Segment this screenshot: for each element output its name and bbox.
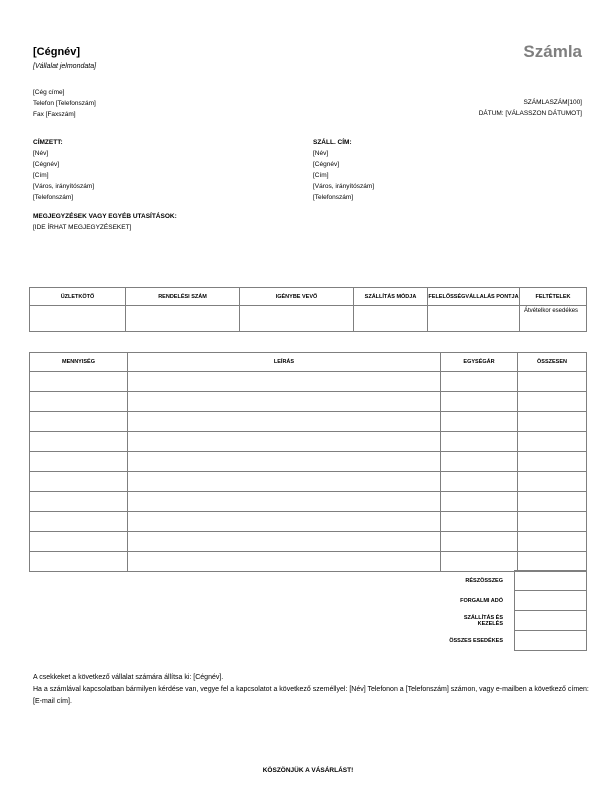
col-order-number: RENDELÉSI SZÁM <box>126 288 240 306</box>
notes-block <box>33 211 177 233</box>
ship-to-line: [Név] <box>313 150 329 157</box>
cell[interactable] <box>30 372 128 392</box>
cell[interactable] <box>441 492 518 512</box>
cell[interactable] <box>128 412 441 432</box>
cell[interactable] <box>30 432 128 452</box>
cell[interactable] <box>128 532 441 552</box>
col-total: ÖSSZESEN <box>518 353 587 372</box>
cell[interactable] <box>128 552 441 572</box>
table-row <box>30 392 587 412</box>
cell[interactable] <box>30 512 128 532</box>
subtotal-value[interactable] <box>515 571 587 591</box>
cell[interactable] <box>128 472 441 492</box>
items-table <box>29 352 587 572</box>
cell[interactable] <box>441 512 518 532</box>
cell[interactable] <box>518 512 587 532</box>
terms-cell[interactable]: Átvételkor esedékes <box>520 306 587 332</box>
cell[interactable] <box>30 412 128 432</box>
tax-label: FORGALMI ADÓ <box>460 597 503 604</box>
col-quantity: MENNYISÉG <box>30 353 128 372</box>
cell[interactable] <box>441 432 518 452</box>
notes-text[interactable]: [IDE ÍRHAT MEGJEGYZÉSEKET] <box>33 224 132 231</box>
invoice-number: SZÁMLASZÁM[100] <box>523 99 582 106</box>
bill-to-line: [Telefonszám] <box>33 194 74 201</box>
bill-to-line: [Cégnév] <box>33 161 60 168</box>
cell[interactable] <box>128 372 441 392</box>
bill-to-line: [Cím] <box>33 172 49 179</box>
company-phone: Telefon [Telefonszám] <box>33 100 96 107</box>
shipping-value[interactable] <box>515 611 587 631</box>
col-fob-point: FELELŐSSÉGVÁLLALÁS PONTJA <box>428 288 520 306</box>
subtotal-label: RÉSZÖSSZEG <box>465 577 503 584</box>
cell[interactable] <box>30 452 128 472</box>
bill-to-label: CÍMZETT: <box>33 139 63 146</box>
totals-table <box>29 570 587 651</box>
table-row <box>30 492 587 512</box>
notes-label: MEGJEGYZÉSEK VAGY EGYÉB UTASÍTÁSOK: <box>33 213 177 220</box>
table-row <box>30 432 587 452</box>
cell[interactable] <box>518 472 587 492</box>
cell[interactable] <box>518 412 587 432</box>
company-tagline: [Vállalat jelmondata] <box>33 63 97 70</box>
col-terms: FELTÉTELEK <box>520 288 587 306</box>
table-row <box>30 452 587 472</box>
cell[interactable] <box>441 472 518 492</box>
order-cell[interactable] <box>240 306 354 332</box>
tax-value[interactable] <box>515 591 587 611</box>
ship-to-block <box>313 137 374 203</box>
cell[interactable] <box>30 392 128 412</box>
total-due-value[interactable] <box>515 631 587 651</box>
thank-you-text: KÖSZÖNJÜK A VÁSÁRLÁST! <box>262 767 354 774</box>
ship-to-line: [Cím] <box>313 172 329 179</box>
ship-to-line: [Telefonszám] <box>313 194 354 201</box>
cell[interactable] <box>518 532 587 552</box>
bill-to-block <box>33 137 94 203</box>
cell[interactable] <box>441 412 518 432</box>
cell[interactable] <box>128 432 441 452</box>
order-cell[interactable] <box>428 306 520 332</box>
cell[interactable] <box>128 392 441 412</box>
footer-text <box>33 672 593 708</box>
cell[interactable] <box>30 552 128 572</box>
order-cell[interactable] <box>126 306 240 332</box>
cell[interactable] <box>441 552 518 572</box>
col-salesperson: ÜZLETKÖTŐ <box>30 288 126 306</box>
cell[interactable] <box>518 432 587 452</box>
company-fax: Fax [Faxszám] <box>33 111 76 118</box>
table-row <box>30 472 587 492</box>
bill-to-line: [Város, irányítószám] <box>33 183 95 190</box>
footer-line-2: Ha a számlával kapcsolatban bármilyen kérdése van, vegye fel a kapcsolatot a következő személlyel: [Név] Telefonon a [Telefonszám] számon, vagy e-mailben a következő címen: [E-mail cím]. <box>33 686 589 705</box>
cell[interactable] <box>518 392 587 412</box>
ship-to-line: [Város, irányítószám] <box>313 183 375 190</box>
invoice-date: DÁTUM: [VÁLASSZON DÁTUMOT] <box>478 110 582 117</box>
cell[interactable] <box>518 492 587 512</box>
bill-to-line: [Név] <box>33 150 49 157</box>
total-due-label: ÖSSZES ESEDÉKES <box>449 637 503 644</box>
footer-line-1: A csekkeket a következő vállalat számára állítsa ki: [Cégnév]. <box>33 674 224 681</box>
ship-to-label: SZÁLL. CÍM: <box>313 139 352 146</box>
document-title: Számla <box>523 42 582 61</box>
table-row <box>30 552 587 572</box>
col-shipped-via: SZÁLLÍTÁS MÓDJA <box>354 288 428 306</box>
col-requisitioner: IGÉNYBE VEVŐ <box>240 288 354 306</box>
order-cell[interactable] <box>354 306 428 332</box>
table-row <box>30 412 587 432</box>
company-name: [Cégnév] <box>33 46 81 58</box>
company-address-block <box>33 87 96 120</box>
cell[interactable] <box>128 452 441 472</box>
invoice-meta <box>479 97 582 119</box>
cell[interactable] <box>441 392 518 412</box>
cell[interactable] <box>30 492 128 512</box>
col-unit-price: EGYSÉGÁR <box>441 353 518 372</box>
cell[interactable] <box>518 372 587 392</box>
cell[interactable] <box>30 472 128 492</box>
company-address: [Cég címe] <box>33 89 65 96</box>
table-row <box>30 512 587 532</box>
cell[interactable] <box>441 372 518 392</box>
table-row <box>30 372 587 392</box>
ship-to-line: [Cégnév] <box>313 161 340 168</box>
order-cell[interactable] <box>30 306 126 332</box>
col-description: LEÍRÁS <box>128 353 441 372</box>
cell[interactable] <box>518 552 587 572</box>
order-info-table <box>29 287 587 332</box>
cell[interactable] <box>30 532 128 552</box>
cell[interactable] <box>441 532 518 552</box>
shipping-label: SZÁLLÍTÁS ÉS KEZELÉS <box>463 614 503 627</box>
cell[interactable] <box>128 492 441 512</box>
table-row <box>30 532 587 552</box>
cell[interactable] <box>128 512 441 532</box>
cell[interactable] <box>518 452 587 472</box>
cell[interactable] <box>441 452 518 472</box>
